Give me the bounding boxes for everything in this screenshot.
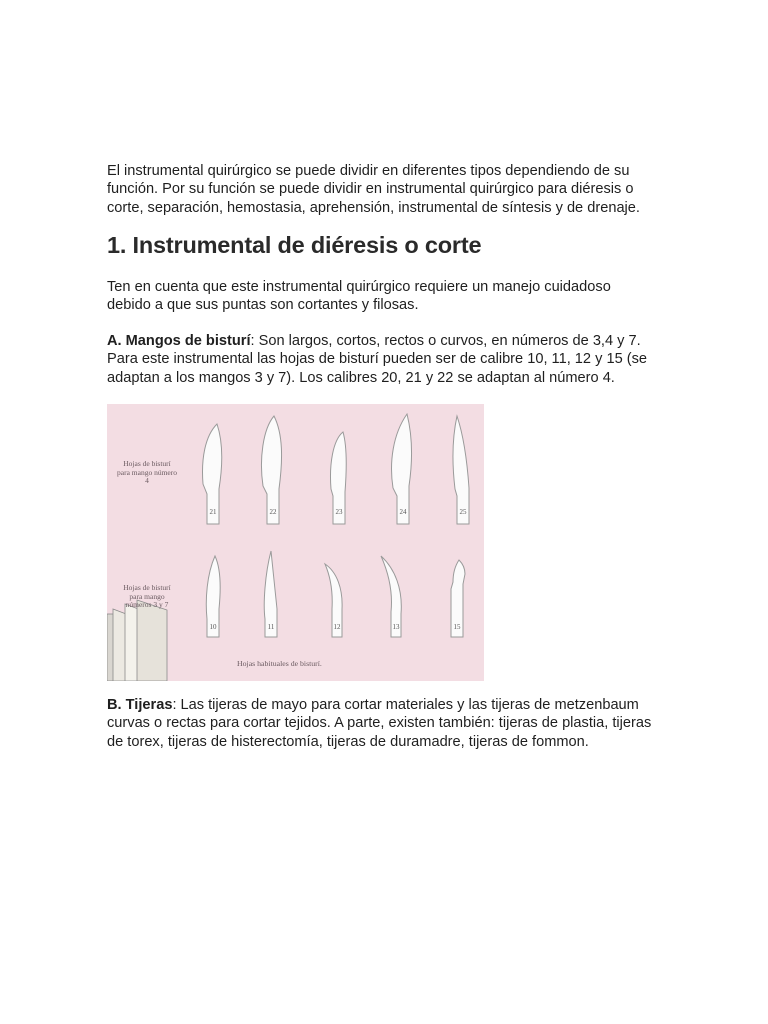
blade-number-label: 10 — [209, 623, 217, 631]
figure-caption: Hojas habituales de bisturí. — [237, 659, 322, 668]
label-handle-4: Hojas de bisturí para mango número 4 — [117, 459, 177, 485]
intro-paragraph: El instrumental quirúrgico se puede dividir en diferentes tipos dependiendo de su función. Por su función se puede dividir en instrumental quirúrgico para diéresis o corte, separación, hemostasia, aprehensión, instrumental de síntesis y de drenaje. — [107, 163, 640, 216]
blade-number-label: 11 — [267, 623, 275, 631]
blade-number-label: 22 — [269, 508, 277, 516]
blade-number-label: 25 — [459, 508, 467, 516]
scalpel-blades-figure — [107, 404, 484, 681]
blades-illustration — [107, 404, 484, 681]
blade-number-label: 12 — [333, 623, 341, 631]
blade-number-label: 24 — [399, 508, 407, 516]
label-handle-3-7: Hojas de bisturí para mango números 3 y 7 — [123, 583, 171, 609]
blade-book — [107, 600, 167, 681]
tijeras-text: : Las tijeras de mayo para cortar materiales y las tijeras de metzenbaum curvas o rectas para cortar tejidos. A parte, existen también: tijeras de plastia, tijeras de torex, tijeras de histerectomía, tijeras de duramadre, tijeras de fommon. — [107, 697, 652, 750]
mangos-paragraph — [107, 332, 667, 387]
mangos-text: : Son largos, cortos, rectos o curvos, en números de 3,4 y 7. Para este instrumental las hojas de bisturí pueden ser de calibre 10, 11, 12 y 15 (se adaptan a los mangos 3 y 7). Los calibres 20, 21 y 22 se adaptan al número 4. — [107, 333, 648, 386]
mangos-title: A. Mangos de bisturí — [107, 333, 251, 349]
tijeras-title: B. Tijeras — [107, 697, 173, 713]
blade-number-label: 13 — [392, 623, 400, 631]
blade-number-label: 15 — [453, 623, 461, 631]
blade-number-label: 23 — [335, 508, 343, 516]
care-paragraph: Ten en cuenta que este instrumental quirúrgico requiere un manejo cuidadoso debido a que sus puntas son cortantes y filosas. — [107, 279, 611, 314]
blade-number-label: 21 — [209, 508, 217, 516]
tijeras-paragraph — [107, 696, 667, 751]
section-heading: 1. Instrumental de diéresis o corte — [107, 232, 482, 258]
